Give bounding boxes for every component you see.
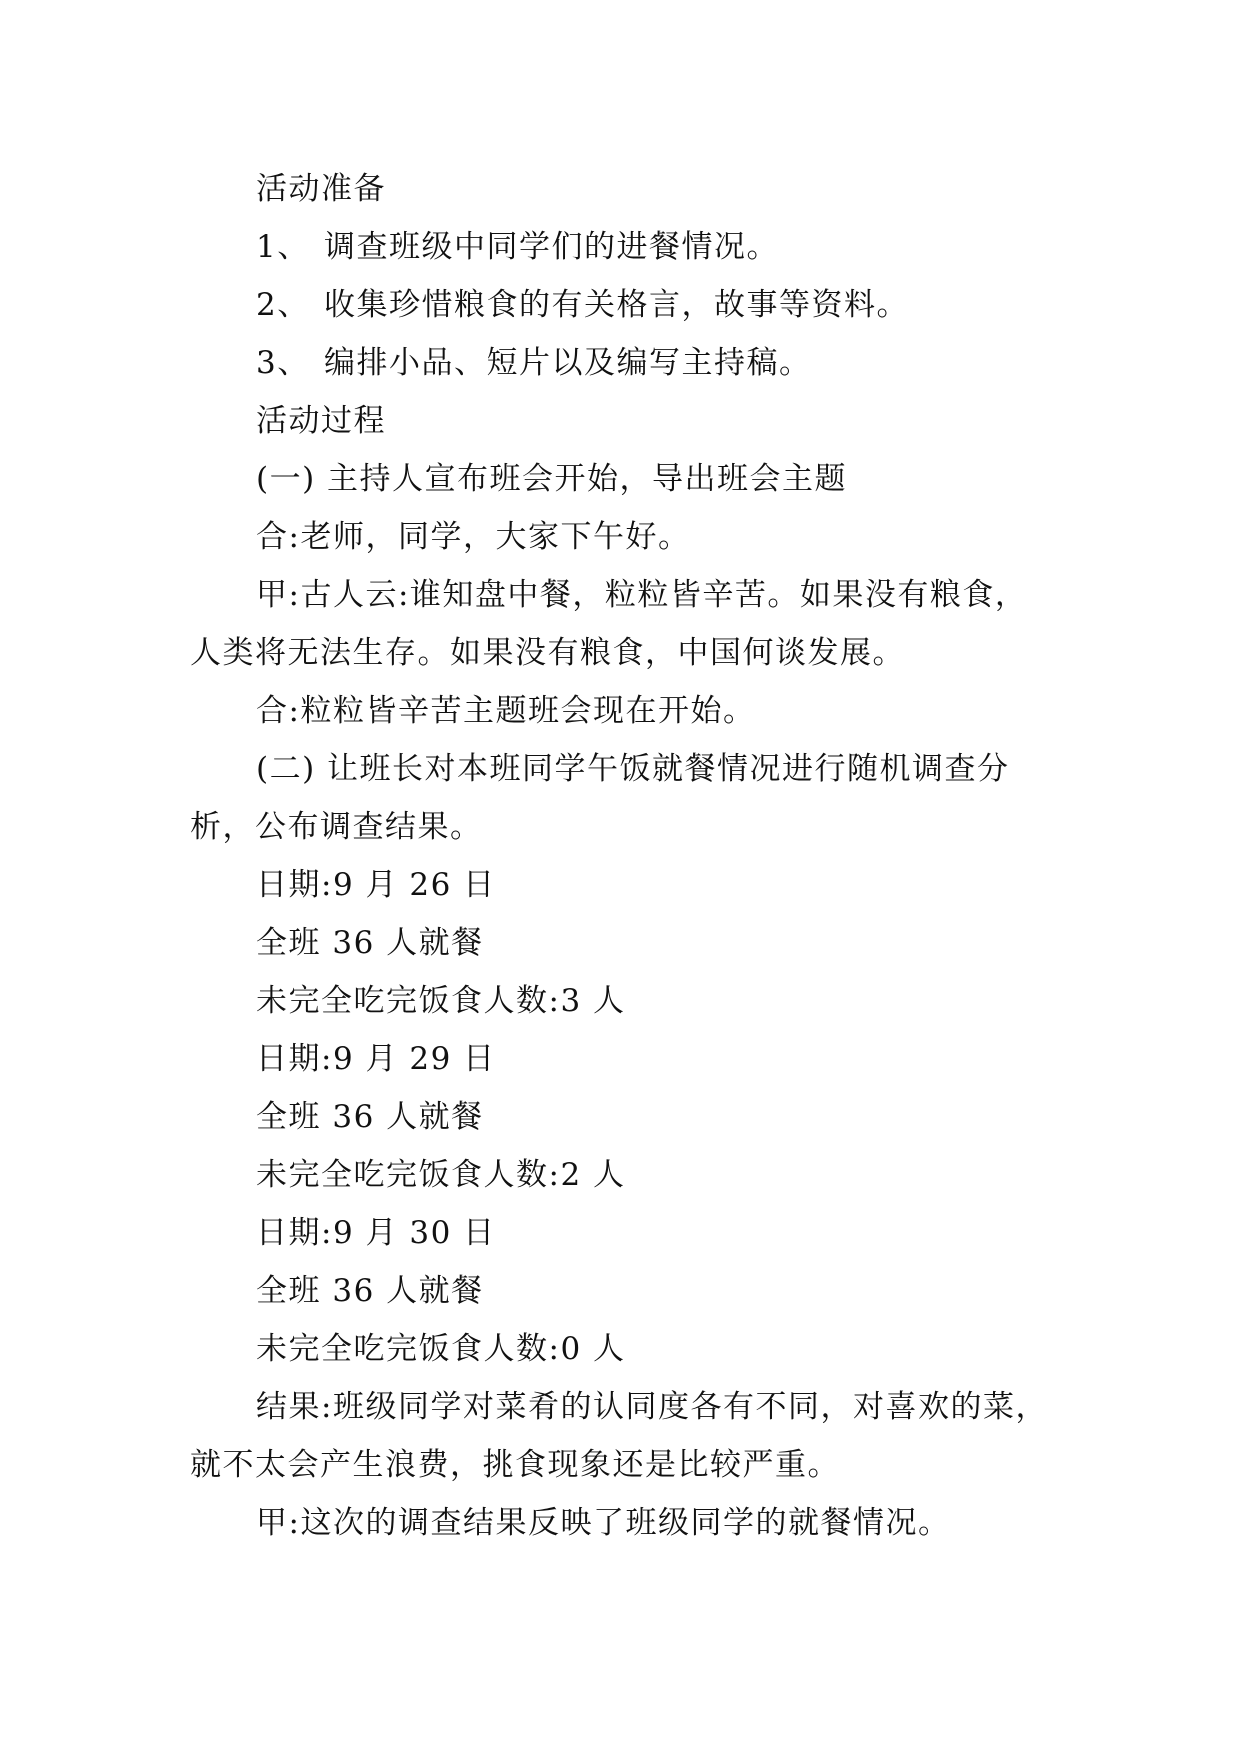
list-item-2 bbox=[190, 276, 1060, 334]
paragraph-quote-line-1: 甲:古人云:谁知盘中餐，粒粒皆辛苦。如果没有粮食， bbox=[256, 577, 1028, 613]
paragraph-result-line-2: 就不太会产生浪费，挑食现象还是比较严重。 bbox=[190, 1447, 840, 1483]
document-body bbox=[190, 160, 1060, 1552]
paragraph-opening: 合:粒粒皆辛苦主题班会现在开始。 bbox=[256, 693, 756, 729]
heading-activity-preparation: 活动准备 bbox=[256, 171, 386, 207]
survey-diners-3: 全班 36 人就餐 bbox=[256, 1273, 484, 1309]
paragraph-quote-line-2: 人类将无法生存。如果没有粮食，中国何谈发展。 bbox=[190, 635, 905, 671]
paragraph-step-two-line-2: 析，公布调查结果。 bbox=[190, 809, 483, 845]
survey-date-3: 日期:9 月 30 日 bbox=[256, 1215, 496, 1251]
survey-diners-1: 全班 36 人就餐 bbox=[256, 925, 484, 961]
survey-unfinished-1: 未完全吃完饭食人数:3 人 bbox=[256, 983, 626, 1019]
survey-diners-2: 全班 36 人就餐 bbox=[256, 1099, 484, 1135]
list-item-text: 收集珍惜粮食的有关格言，故事等资料。 bbox=[324, 287, 909, 323]
survey-date-2: 日期:9 月 29 日 bbox=[256, 1041, 496, 1077]
list-item-number: 1、 bbox=[256, 229, 310, 265]
list-item-number: 2、 bbox=[256, 287, 310, 323]
list-item-3 bbox=[190, 334, 1060, 392]
paragraph-step-one: (一) 主持人宣布班会开始，导出班会主题 bbox=[256, 461, 848, 497]
heading-activity-process: 活动过程 bbox=[256, 403, 386, 439]
paragraph-step-two-line-1: (二) 让班长对本班同学午饭就餐情况进行随机调查分 bbox=[256, 751, 1010, 787]
survey-date-1: 日期:9 月 26 日 bbox=[256, 867, 496, 903]
list-item-number: 3、 bbox=[256, 345, 310, 381]
list-item-text: 调查班级中同学们的进餐情况。 bbox=[324, 229, 779, 265]
paragraph-greeting: 合:老师，同学，大家下午好。 bbox=[256, 519, 691, 555]
list-item-1 bbox=[190, 218, 1060, 276]
paragraph-result-line-1: 结果:班级同学对菜肴的认同度各有不同，对喜欢的菜， bbox=[256, 1389, 1048, 1425]
paragraph-conclusion: 甲:这次的调查结果反映了班级同学的就餐情况。 bbox=[256, 1505, 951, 1541]
survey-unfinished-2: 未完全吃完饭食人数:2 人 bbox=[256, 1157, 626, 1193]
list-item-text: 编排小品、短片以及编写主持稿。 bbox=[324, 345, 812, 381]
survey-unfinished-3: 未完全吃完饭食人数:0 人 bbox=[256, 1331, 626, 1367]
